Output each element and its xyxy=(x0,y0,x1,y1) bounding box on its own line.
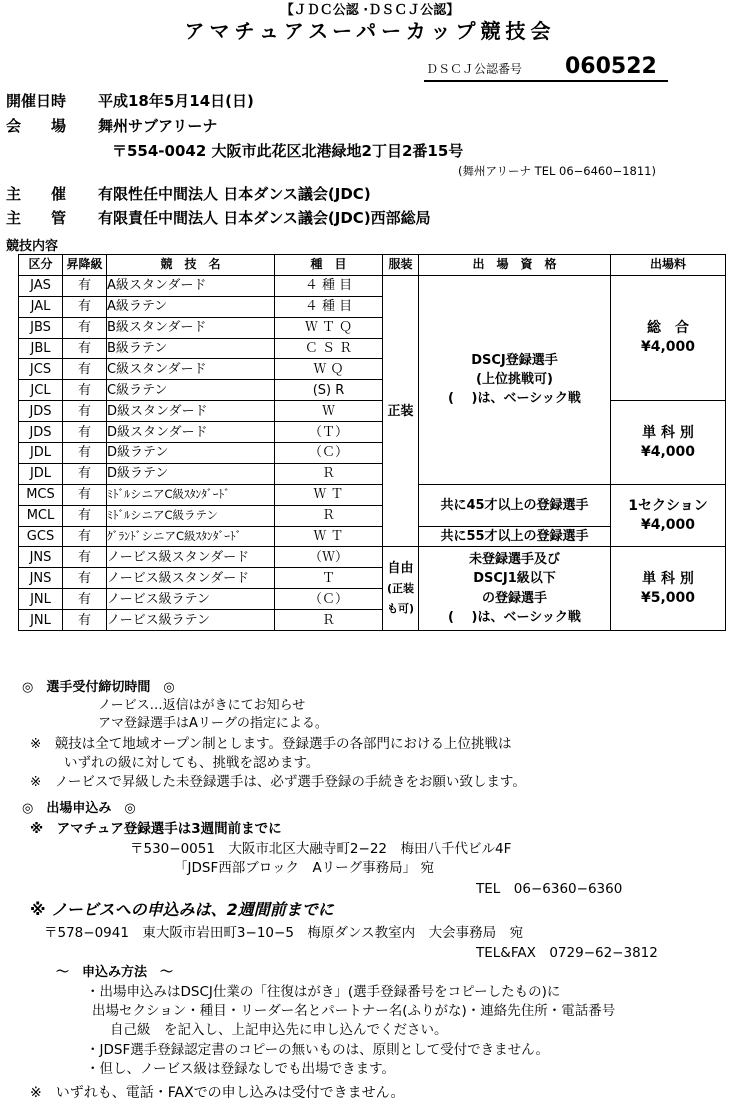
row-name: ﾐﾄﾞﾙシニアC級ｽﾀﾝﾀﾞｰﾄﾞ xyxy=(107,484,275,505)
fee-c-cell xyxy=(611,484,726,547)
fee-a-amount: ¥4,000 xyxy=(640,339,696,356)
row-promo: 有 xyxy=(63,422,107,443)
row-promo: 有 xyxy=(63,547,107,568)
amateur-office: 「JDSF西部ブロック Aリーグ事務局」 宛 xyxy=(174,860,434,876)
row-events: Ｒ xyxy=(275,463,383,484)
row-code: JNS xyxy=(19,568,63,589)
fee-b-amount: ¥4,000 xyxy=(640,443,696,460)
row-promo: 有 xyxy=(63,484,107,505)
row-code: JNS xyxy=(19,547,63,568)
row-events: Ｃ Ｓ Ｒ xyxy=(275,338,383,359)
dress-formal-cell xyxy=(383,275,419,547)
fee-b-cell xyxy=(611,401,726,485)
row-promo: 有 xyxy=(63,275,107,296)
table-row xyxy=(19,484,726,505)
table-header-row xyxy=(19,255,726,276)
row-promo: 有 xyxy=(63,526,107,547)
dress-free: 自由 xyxy=(387,560,414,576)
manager-label: 主 管 xyxy=(6,209,67,227)
row-name: A級ラテン xyxy=(107,296,275,317)
row-code: JCS xyxy=(19,359,63,380)
row-promo: 有 xyxy=(63,610,107,631)
row-name: C級ラテン xyxy=(107,380,275,401)
row-name: ノービス級ラテン xyxy=(107,610,275,631)
fee-a-label: 総 合 xyxy=(647,320,689,337)
final-note: ※ いずれも、電話・FAXでの申し込みは受付できません。 xyxy=(30,1085,405,1101)
method-heading: 〜 申込み方法 〜 xyxy=(56,965,174,980)
qualification-d-line3: の登録選手 xyxy=(481,590,547,606)
date-value: 平成18年5月14日(日) xyxy=(98,92,254,110)
row-events: Ｗ Ｔ xyxy=(275,526,383,547)
amateur-deadline: ※ アマチュア登録選手は3週間前までに xyxy=(30,821,282,837)
row-events: （Ｃ） xyxy=(275,589,383,610)
venue-label: 会 場 xyxy=(6,117,67,135)
row-code: JAL xyxy=(19,296,63,317)
row-promo: 有 xyxy=(63,443,107,464)
method-line3: 自己級 を記入し、上記申込先に申し込んでください。 xyxy=(110,1022,448,1038)
qualification-d-line1: 未登録選手及び xyxy=(468,551,560,567)
row-code: JAS xyxy=(19,275,63,296)
row-promo: 有 xyxy=(63,401,107,422)
row-name: B級ラテン xyxy=(107,338,275,359)
row-name: D級ラテン xyxy=(107,443,275,464)
deadline-line2: アマ登録選手はAリーグの指定による。 xyxy=(98,716,328,731)
note-1-line1: ※ 競技は全て地域オープン制とします。登録選手の各部門における上位挑戦は xyxy=(30,736,512,752)
fee-d-label: 単 科 別 xyxy=(642,570,694,587)
row-name: ノービス級スタンダード xyxy=(107,568,275,589)
row-code: JDL xyxy=(19,443,63,464)
qualification-a-line3: ( )は、ベーシック戦 xyxy=(448,391,581,407)
qualification-b-cell xyxy=(419,484,611,526)
row-name: ｸﾞﾗﾝﾄﾞシニアC級ｽﾀﾝﾀﾞｰﾄﾞ xyxy=(107,526,275,547)
row-events: Ｗ Ｑ xyxy=(275,359,383,380)
row-events: Ｗ xyxy=(275,401,383,422)
row-name: D級ラテン xyxy=(107,463,275,484)
row-events: （Ｗ） xyxy=(275,547,383,568)
row-events: (S) R xyxy=(275,380,383,401)
row-promo: 有 xyxy=(63,338,107,359)
fee-d-amount: ¥5,000 xyxy=(640,589,696,606)
page-title: アマチュアスーパーカップ競技会 xyxy=(184,19,556,43)
manager-value: 有限責任中間法人 日本ダンス議会(JDC)西部総局 xyxy=(98,209,431,227)
row-name: ノービス級スタンダード xyxy=(107,547,275,568)
col-header-qualification: 出 場 資 格 xyxy=(419,255,611,276)
dress-free-cell xyxy=(383,547,419,631)
note-1-line2: いずれの級に対しても、挑戦を認めます。 xyxy=(64,755,320,771)
col-header-dress: 服装 xyxy=(383,255,419,276)
row-name: ﾐﾄﾞﾙシニアC級ラテン xyxy=(107,505,275,526)
col-header-code: 区分 xyxy=(19,255,63,276)
row-code: JDS xyxy=(19,422,63,443)
qualification-c: 共に55才以上の登録選手 xyxy=(440,529,589,545)
novice-deadline: ※ ノービスへの申込みは、2週間前までに xyxy=(30,900,334,919)
row-events: Ｒ xyxy=(275,505,383,526)
row-events: Ｒ xyxy=(275,610,383,631)
row-events: Ｗ Ｔ xyxy=(275,484,383,505)
competition-table xyxy=(18,254,726,631)
col-header-events: 種 目 xyxy=(275,255,383,276)
row-code: GCS xyxy=(19,526,63,547)
row-events: （Ｃ） xyxy=(275,443,383,464)
certification-label: 【ＪＤＣ公認 ·ＤＳＣＪ公認】 xyxy=(280,3,460,18)
fee-c-label: 1セクション xyxy=(628,497,708,514)
row-events: Ｗ Ｔ Ｑ xyxy=(275,317,383,338)
table-row xyxy=(19,401,726,422)
row-code: MCS xyxy=(19,484,63,505)
row-promo: 有 xyxy=(63,505,107,526)
row-code: JDS xyxy=(19,401,63,422)
note-2: ※ ノービスで昇級した未登録選手は、必ず選手登録の手続きをお願い致します。 xyxy=(30,774,526,790)
row-code: JNL xyxy=(19,610,63,631)
method-line2: 出場セクション・種目・リーダー名とパートナー名(ふりがな)・連絡先住所・電話番号 xyxy=(92,1003,616,1019)
dress-formal: 正装 xyxy=(387,403,414,419)
qualification-d-line2: DSCJ1級以下 xyxy=(473,571,556,587)
row-code: JNL xyxy=(19,589,63,610)
method-line1: ・出場申込みはDSCJ仕業の「往復はがき」(選手登録番号をコピーしたもの)に xyxy=(86,984,561,1000)
apply-heading: ◎ 出場申込み ◎ xyxy=(22,801,136,816)
row-events: （Ｔ） xyxy=(275,422,383,443)
dscj-number: 060522 xyxy=(565,54,657,79)
table-row xyxy=(19,547,726,568)
row-promo: 有 xyxy=(63,380,107,401)
deadline-line1: ノービス…返信はがきにてお知らせ xyxy=(98,698,306,713)
amateur-tel: TEL 06−6360−6360 xyxy=(476,881,623,897)
date-label: 開催日時 xyxy=(6,92,67,110)
host-value: 有限性任中間法人 日本ダンス議会(JDC) xyxy=(98,185,371,203)
qualification-a-line2: (上位挑戦可) xyxy=(476,372,553,388)
qualification-c-cell xyxy=(419,526,611,547)
row-code: JDL xyxy=(19,463,63,484)
row-events: Ｔ xyxy=(275,568,383,589)
contents-label: 競技内容 xyxy=(6,239,59,254)
fee-b-label: 単 科 別 xyxy=(642,424,694,441)
fee-d-cell xyxy=(611,547,726,631)
row-code: JCL xyxy=(19,380,63,401)
row-promo: 有 xyxy=(63,589,107,610)
deadline-heading: ◎ 選手受付締切時間 ◎ xyxy=(22,680,175,695)
venue-address: 〒554-0042 大阪市此花区北港緑地2丁目2番15号 xyxy=(112,142,464,160)
novice-tel: TEL&FAX 0729−62−3812 xyxy=(476,945,658,961)
method-line5: ・但し、ノービス級は登録なしでも出場できます。 xyxy=(86,1061,396,1077)
qualification-a-cell xyxy=(419,275,611,484)
row-name: D級スタンダード xyxy=(107,422,275,443)
qualification-d-line4: ( )は、ベーシック戦 xyxy=(448,610,581,626)
qualification-a-line1: DSCJ登録選手 xyxy=(471,353,558,369)
dress-free-note1: (正装 xyxy=(386,581,415,595)
row-promo: 有 xyxy=(63,463,107,484)
row-code: MCL xyxy=(19,505,63,526)
method-line4: ・JDSF選手登録認定書のコピーの無いものは、原則として受付できません。 xyxy=(86,1042,549,1058)
row-code: JBL xyxy=(19,338,63,359)
venue-value: 舞州サブアリーナ xyxy=(98,117,218,135)
novice-address: 〒578−0941 東大阪市岩田町3−10−5 梅原ダンス教室内 大会事務局 宛 xyxy=(44,925,524,941)
host-label: 主 催 xyxy=(6,185,67,203)
row-name: B級スタンダード xyxy=(107,317,275,338)
table-row xyxy=(19,275,726,296)
row-events: ４ 種 目 xyxy=(275,296,383,317)
row-name: D級スタンダード xyxy=(107,401,275,422)
row-code: JBS xyxy=(19,317,63,338)
row-promo: 有 xyxy=(63,296,107,317)
dscj-underline xyxy=(424,80,668,82)
row-name: C級スタンダード xyxy=(107,359,275,380)
col-header-fee: 出場料 xyxy=(611,255,726,276)
row-promo: 有 xyxy=(63,317,107,338)
row-promo: 有 xyxy=(63,359,107,380)
dscj-number-label: ＤＳＣＪ公認番号 xyxy=(426,62,523,76)
fee-a-cell xyxy=(611,275,726,400)
dress-free-note2: も可) xyxy=(386,601,415,615)
amateur-address: 〒530−0051 大阪市北区大融寺町2−22 梅田八千代ビル4F xyxy=(130,841,512,857)
qualification-b: 共に45才以上の登録選手 xyxy=(440,497,589,513)
row-events: ４ 種 目 xyxy=(275,275,383,296)
venue-tel: (舞州アリーナ TEL 06−6460−1811) xyxy=(458,164,656,178)
row-promo: 有 xyxy=(63,568,107,589)
row-name: ノービス級ラテン xyxy=(107,589,275,610)
qualification-d-cell xyxy=(419,547,611,631)
col-header-promo: 昇降級 xyxy=(63,255,107,276)
col-header-name: 競 技 名 xyxy=(107,255,275,276)
fee-c-amount: ¥4,000 xyxy=(640,516,696,533)
row-name: A級スタンダード xyxy=(107,275,275,296)
